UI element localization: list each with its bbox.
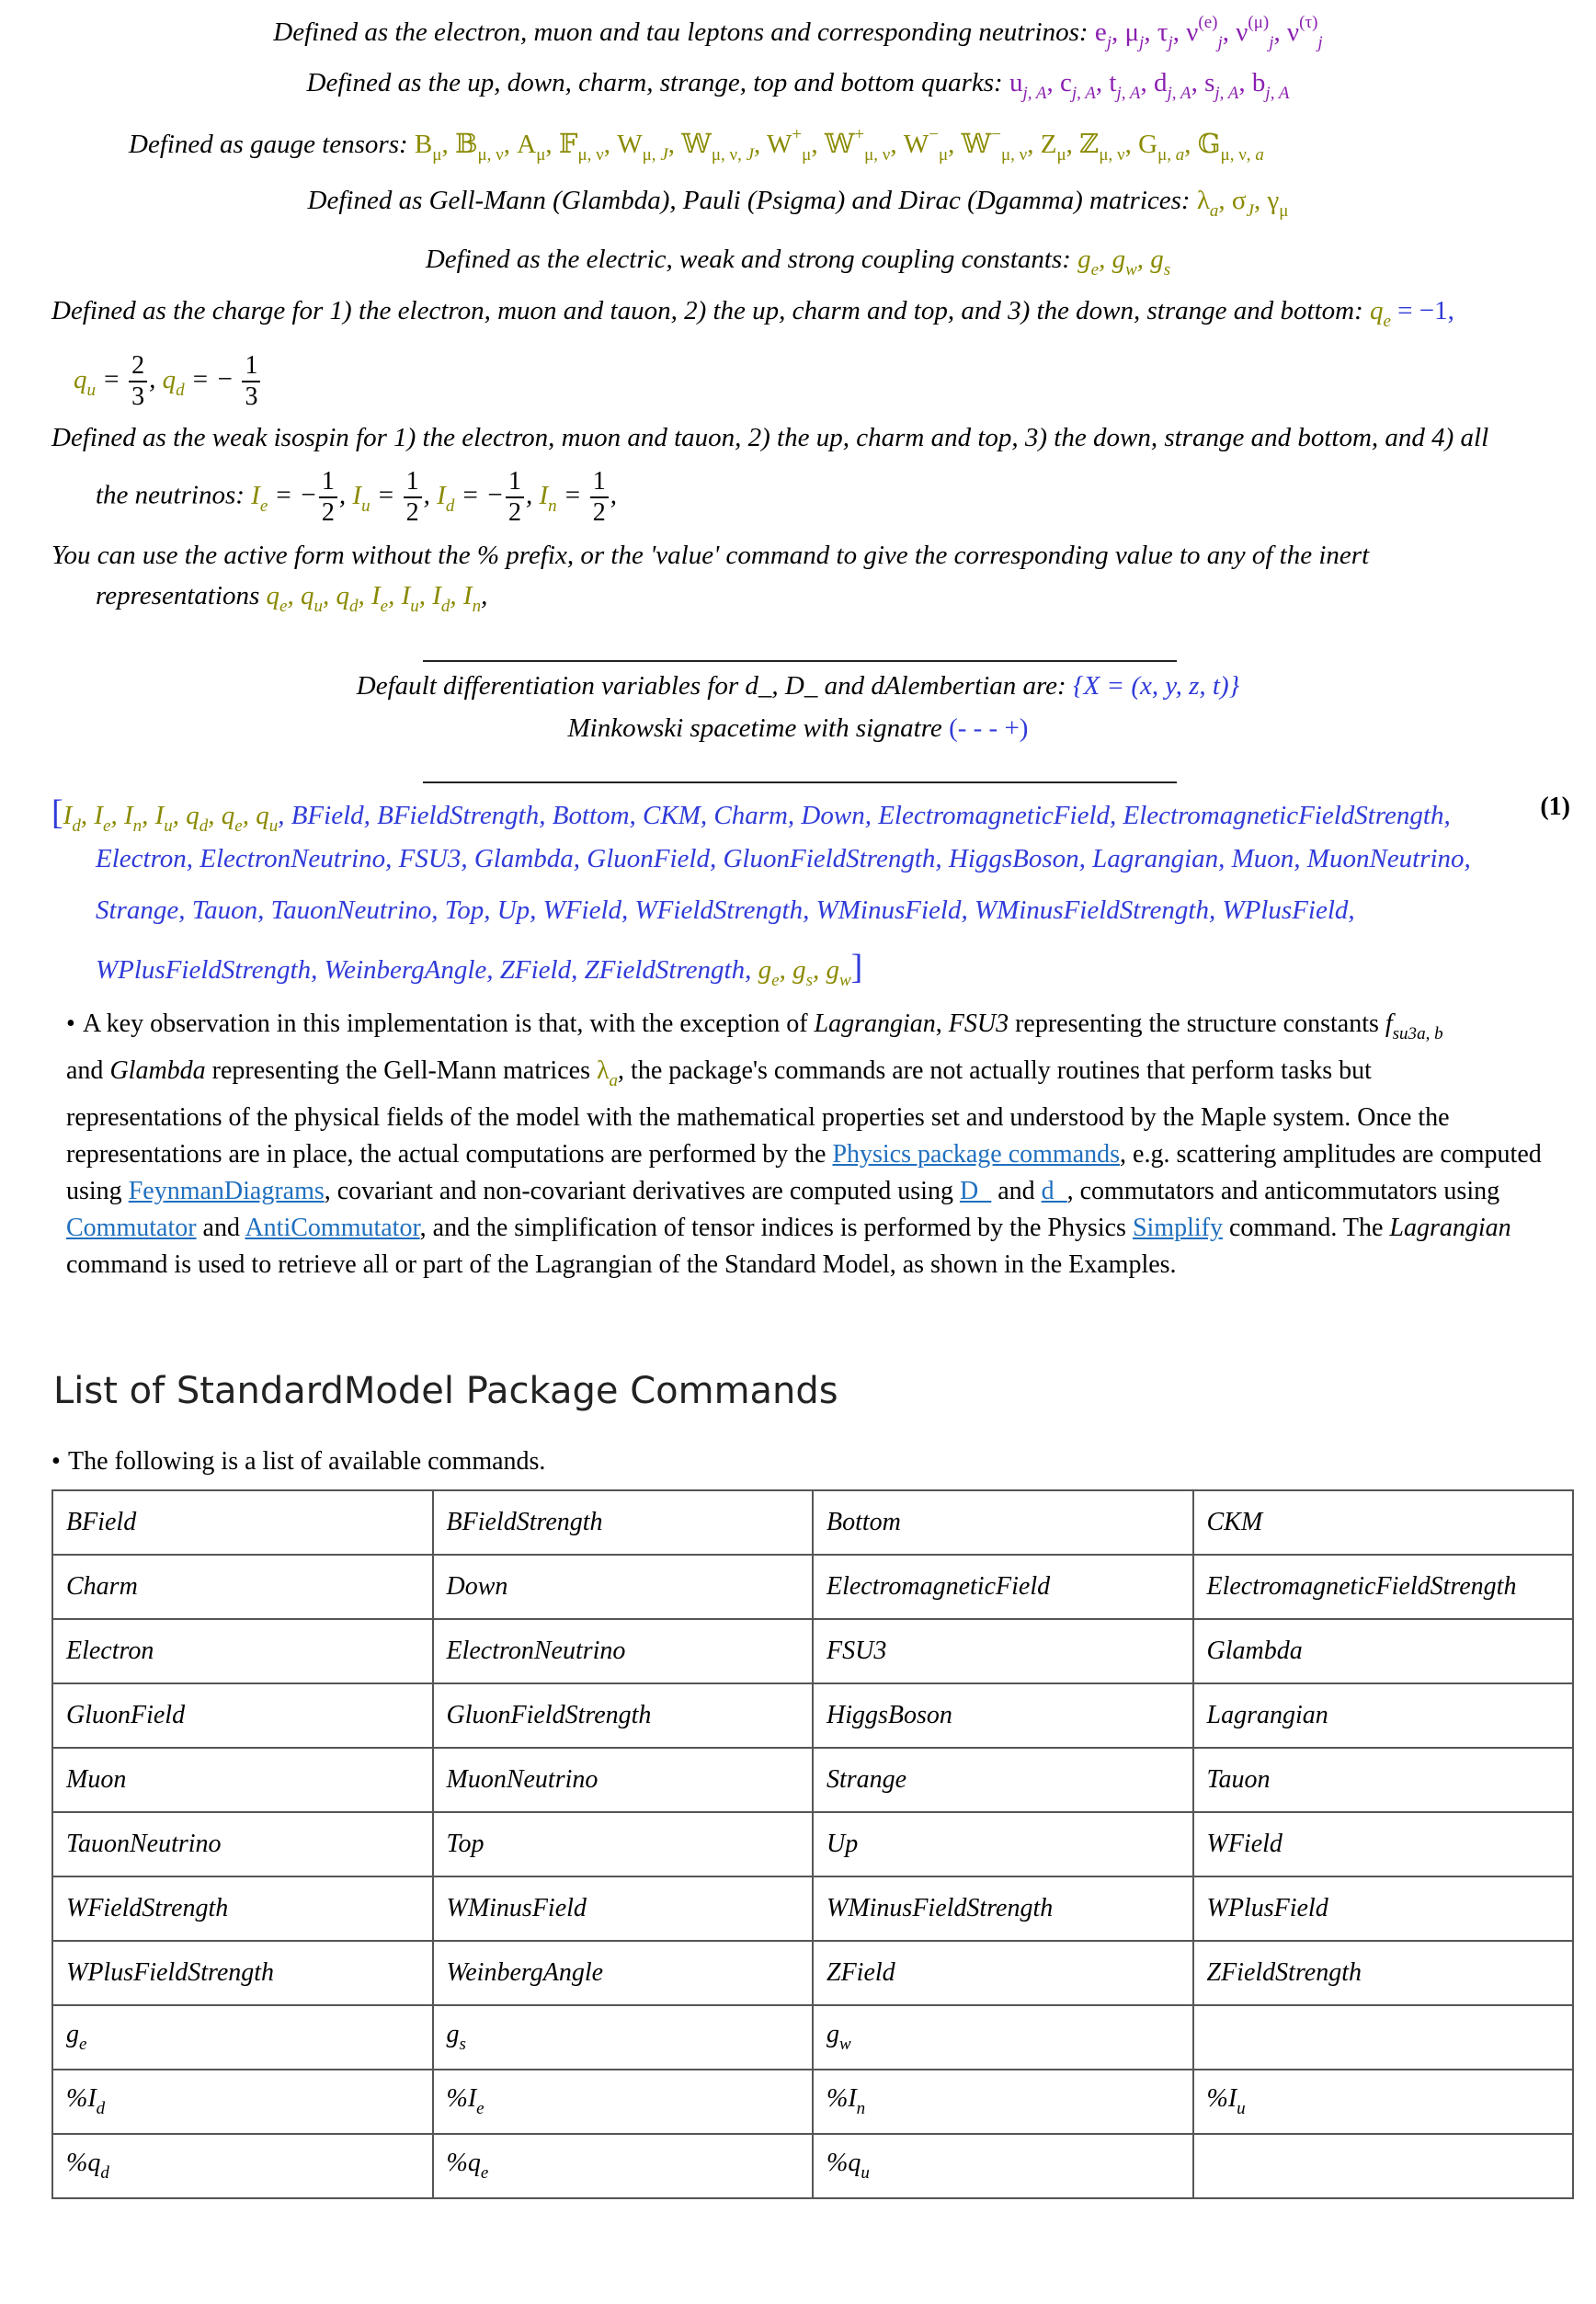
- observation-paragraph: • A key observation in this implementation is that, with the exception of Lagrangian, FSU3 representing the structure constants $f_{su3a, b}$ and Glambda representing the Gell-Mann matrices $\lambda_a$, the package's commands are not actually routines that perform tasks but representations of the physical fields of the model with the mathematical properties set and understood by the Maple system. Once the representations are in place, the actual computations are performed by the Physics package commands, e.g. scattering amplitudes are computed using FeynmanDiagrams, covariant and non-covariant derivatives are computed using D_ and d_, commutators and anticommutators using Commutator and AntiCommutator, and the simplification of tensor indices is performed by the Physics Simplify command. The Lagrangian command is used to retrieve all or part of the Lagrangian of the Standard Model, as shown in the Examples.: [66, 1006, 1556, 1283]
- matrices-text: Defined as Gell-Mann (Glambda), Pauli (Psigma) and Dirac (Dgamma) matrices:: [307, 186, 1191, 215]
- isospin-text: Defined as the weak isospin for 1) the electron, muon and tauon, 2) the up, charm and top, 3) the down, strange and bottom, and 4) all: [51, 423, 1489, 452]
- table-cell[interactable]: $\%I_d$: [52, 2070, 433, 2134]
- table-cell[interactable]: HiggsBoson: [813, 1683, 1193, 1748]
- commutator-link[interactable]: Commutator: [66, 1214, 197, 1242]
- active-text: You can use the active form without the % prefix, or the 'value' command to give the corresponding value to any of the inert: [51, 541, 1370, 570]
- couplings-text: Defined as the electric, weak and strong coupling constants:: [425, 245, 1071, 274]
- isospin-text-2: the neutrinos:: [96, 480, 245, 510]
- anticommutator-link[interactable]: AntiCommutator: [245, 1214, 420, 1242]
- table-row: [52, 1748, 1573, 1812]
- fraction-two-thirds: $\frac{2}{3}$: [129, 353, 147, 410]
- matrices-symbols: $\lambda_a$, $\sigma_J$, $\gamma_\mu$: [1196, 186, 1289, 221]
- table-cell[interactable]: $\%I_u$: [1193, 2070, 1574, 2134]
- D-link[interactable]: D_: [959, 1177, 992, 1205]
- table-cell[interactable]: Glambda: [1193, 1619, 1574, 1683]
- physics-package-link[interactable]: Physics package commands: [832, 1140, 1121, 1169]
- diff-variables-line: [0, 671, 1596, 701]
- section-title: List of StandardModel Package Commands: [53, 1370, 838, 1412]
- table-cell[interactable]: GluonFieldStrength: [433, 1683, 814, 1748]
- isospin-values: the neutrinos: $I_e$ = − $\frac{1}{2}$ , $I_u$ = $\frac{1}{2}$ , $I_d$ = − $\frac{1}{2}$ , $I_n$ = $\frac{1}{2}$ ,: [96, 467, 617, 527]
- active-form-note: [51, 541, 1369, 571]
- table-cell[interactable]: Electron: [52, 1619, 433, 1683]
- output-line-4: WPlusFieldStrength, WeinbergAngle, ZField, ZFieldStrength, $g_e$, $g_s$, $g_w$]: [96, 948, 863, 990]
- charge-definition: Defined as the charge for 1) the electron, muon and tauon, 2) the up, charm and top, and 3) the down, strange and bottom: $q_e = -1$,: [51, 296, 1454, 331]
- quarks-symbols: $u_{j, A}$, $c_{j, A}$, $t_{j, A}$, $d_{j, A}$, $s_{j, A}$, $b_{j, A}$: [1009, 68, 1290, 103]
- leptons-text: Defined as the electron, muon and tau leptons and corresponding neutrinos:: [273, 17, 1089, 47]
- table-cell[interactable]: ElectromagneticFieldStrength: [1193, 1555, 1574, 1619]
- table-cell[interactable]: Up: [813, 1812, 1193, 1876]
- diff-value: {X = (x, y, z, t)}: [1072, 671, 1240, 701]
- output-line-3: Strange, Tauon, TauonNeutrino, Top, Up, WField, WFieldStrength, WMinusField, WMinusFieldStrength, WPlusField,: [96, 895, 1355, 925]
- gauge-text: Defined as gauge tensors:: [129, 130, 408, 159]
- table-cell[interactable]: $\%I_e$: [433, 2070, 814, 2134]
- active-form-symbols: representations $q_e$, $q_u$, $q_d$, $I_e$, $I_u$, $I_d$, $I_n$,: [96, 581, 488, 616]
- separator-bottom: [423, 781, 1177, 783]
- table-row: [52, 1683, 1573, 1748]
- table-cell[interactable]: $\%I_n$: [813, 2070, 1193, 2134]
- commands-table: [51, 1489, 1574, 2199]
- table-cell[interactable]: WPlusFieldStrength: [52, 1941, 433, 2005]
- table-cell[interactable]: Strange: [813, 1748, 1193, 1812]
- table-cell[interactable]: Top: [433, 1812, 814, 1876]
- charge-qe-value: = −1,: [1397, 296, 1454, 325]
- table-cell[interactable]: ZFieldStrength: [1193, 1941, 1574, 2005]
- table-cell[interactable]: WPlusField: [1193, 1876, 1574, 1941]
- table-cell[interactable]: $\%q_e$: [433, 2134, 814, 2198]
- table-cell[interactable]: BField: [52, 1490, 433, 1555]
- table-cell[interactable]: Bottom: [813, 1490, 1193, 1555]
- active-text-2: representations: [96, 581, 260, 610]
- signature-value: (- - - +): [949, 713, 1029, 743]
- table-cell[interactable]: Muon: [52, 1748, 433, 1812]
- quarks-definition: [0, 68, 1596, 104]
- table-row: [52, 1490, 1573, 1555]
- table-cell[interactable]: ElectronNeutrino: [433, 1619, 814, 1683]
- table-cell[interactable]: $\%q_d$: [52, 2134, 433, 2198]
- table-cell[interactable]: Charm: [52, 1555, 433, 1619]
- table-row: [52, 2134, 1573, 2198]
- section-intro: • The following is a list of available commands.: [51, 1443, 1541, 1480]
- output-line-1: [$I_d$, $I_e$, $I_n$, $I_u$, $q_d$, $q_e$, $q_u$, BField, BFieldStrength, Bottom, CKM, Charm, Down, ElectromagneticField, ElectromagneticFieldStrength,: [51, 793, 1451, 836]
- table-row: [52, 2005, 1573, 2070]
- table-cell[interactable]: WField: [1193, 1812, 1574, 1876]
- table-cell[interactable]: $\%q_u$: [813, 2134, 1193, 2198]
- gauge-symbols: $B_\mu$, 𝔹$_{\mu, \nu}$, $A_\mu$, 𝔽$_{\mu, \nu}$, $W_{\mu, J}$, 𝕎$_{\mu, \nu, J}$, $W^+_\mu$, 𝕎+$_{\mu, \nu}$, $W^-_\mu$, 𝕎−$_{\mu, \nu}$, $Z_\mu$, ℤ$_{\mu, \nu}$, $G_{\mu, a}$, 𝔾$_{\mu, \nu, a}$: [414, 125, 1264, 165]
- table-row: [52, 1941, 1573, 2005]
- couplings-definition: [0, 245, 1596, 280]
- simplify-link[interactable]: Simplify: [1132, 1214, 1223, 1242]
- table-cell[interactable]: Tauon: [1193, 1748, 1574, 1812]
- output-line-2: Electron, ElectronNeutrino, FSU3, Glambda, GluonField, GluonFieldStrength, HiggsBoson, Lagrangian, Muon, MuonNeutrino,: [96, 844, 1471, 873]
- table-cell[interactable]: MuonNeutrino: [433, 1748, 814, 1812]
- isospin-definition: [51, 423, 1488, 453]
- leptons-definition: [0, 13, 1596, 53]
- table-row: [52, 2070, 1573, 2134]
- table-cell[interactable]: ZField: [813, 1941, 1193, 2005]
- table-cell[interactable]: WeinbergAngle: [433, 1941, 814, 2005]
- minkowski-line: [0, 713, 1596, 744]
- equation-number: (1): [1540, 793, 1570, 821]
- table-row: [52, 1555, 1573, 1619]
- gauge-definition: [129, 125, 1264, 165]
- table-row: [52, 1876, 1573, 1941]
- table-cell[interactable]: TauonNeutrino: [52, 1812, 433, 1876]
- fraction-one-third: $\frac{1}{3}$: [242, 353, 260, 410]
- minkowski-text: Minkowski spacetime with signatre: [567, 713, 942, 743]
- charge-text: Defined as the charge for 1) the electron, muon and tauon, 2) the up, charm and top, and 3) the down, strange and bottom:: [51, 296, 1363, 325]
- couplings-symbols: $g_e$, $g_w$, $g_s$: [1077, 245, 1171, 279]
- bullet-icon: •: [51, 1447, 61, 1476]
- table-cell[interactable]: $g_w$: [813, 2005, 1193, 2070]
- table-cell[interactable]: ElectromagneticField: [813, 1555, 1193, 1619]
- table-cell[interactable]: FSU3: [813, 1619, 1193, 1683]
- table-row: [52, 1812, 1573, 1876]
- table-cell[interactable]: GluonField: [52, 1683, 433, 1748]
- table-row: [52, 1619, 1573, 1683]
- table-cell[interactable]: $g_s$: [433, 2005, 814, 2070]
- bullet-icon: •: [66, 1009, 75, 1038]
- table-cell[interactable]: WMinusFieldStrength: [813, 1876, 1193, 1941]
- table-cell: [1193, 2134, 1574, 2198]
- table-cell[interactable]: WMinusField: [433, 1876, 814, 1941]
- diff-text: Default differentiation variables for d_, D_ and dAlembertian are:: [356, 671, 1066, 701]
- table-cell: [1193, 2005, 1574, 2070]
- table-cell[interactable]: BFieldStrength: [433, 1490, 814, 1555]
- leptons-symbols: $e_j$, $\mu_j$, $\tau_j$, $\nu^{(e)}_j$, $\nu^{(\mu)}_j$, $\nu^{(\tau)}_j$: [1094, 13, 1323, 52]
- d-link[interactable]: d_: [1041, 1177, 1067, 1205]
- charge-fractions: $q_u$ = $\frac{2}{3}$ , $q_d$ = − $\frac{1}{3}$: [74, 353, 262, 410]
- feynman-diagrams-link[interactable]: FeynmanDiagrams: [128, 1177, 325, 1205]
- table-cell[interactable]: $g_e$: [52, 2005, 433, 2070]
- matrices-definition: [0, 186, 1596, 222]
- quarks-text: Defined as the up, down, charm, strange, top and bottom quarks:: [306, 68, 1003, 97]
- table-cell[interactable]: Down: [433, 1555, 814, 1619]
- table-cell[interactable]: WFieldStrength: [52, 1876, 433, 1941]
- separator-top: [423, 660, 1177, 662]
- table-cell[interactable]: CKM: [1193, 1490, 1574, 1555]
- output-text-1: BField, BFieldStrength, Bottom, CKM, Charm, Down, ElectromagneticField, ElectromagneticFieldStrength,: [291, 801, 1451, 830]
- table-cell[interactable]: Lagrangian: [1193, 1683, 1574, 1748]
- output-text-4: WPlusFieldStrength, WeinbergAngle, ZField, ZFieldStrength,: [96, 955, 752, 985]
